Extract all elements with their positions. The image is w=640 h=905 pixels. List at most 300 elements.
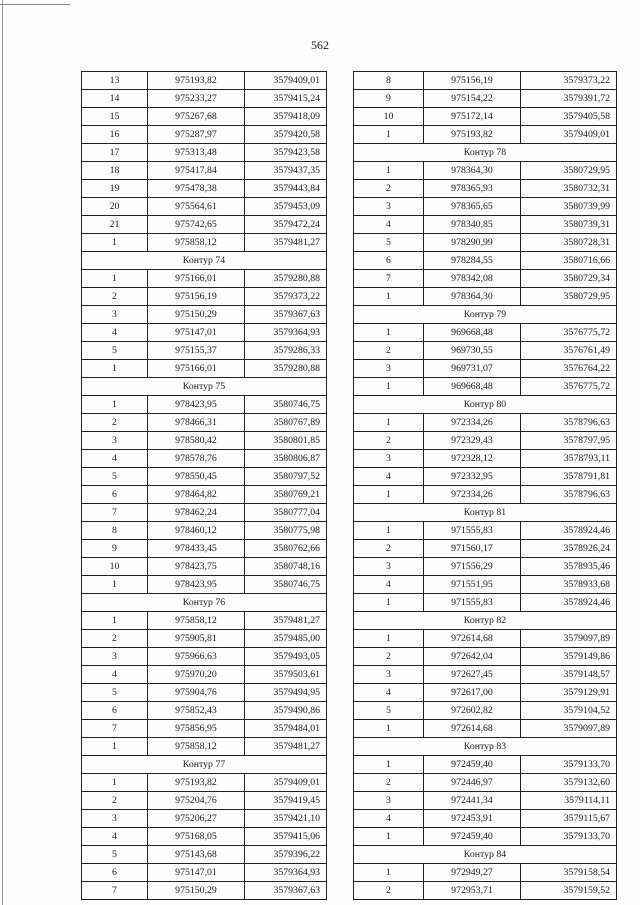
point-number: 7 xyxy=(82,882,148,900)
coordinates-table-left xyxy=(81,71,327,900)
y-coordinate: 3579132,60 xyxy=(521,774,617,792)
contour-header-row xyxy=(82,756,327,774)
y-coordinate: 3579409,01 xyxy=(245,774,327,792)
table-row xyxy=(354,180,617,198)
point-number: 3 xyxy=(354,666,424,684)
point-number: 4 xyxy=(82,666,148,684)
table-row xyxy=(354,342,617,360)
x-coordinate: 972332,95 xyxy=(424,468,521,486)
table-row xyxy=(354,810,617,828)
table-row xyxy=(354,522,617,540)
x-coordinate: 975970,20 xyxy=(148,666,245,684)
point-number: 2 xyxy=(354,882,424,900)
table-row xyxy=(82,414,327,432)
y-coordinate: 3579493,05 xyxy=(245,648,327,666)
table-row xyxy=(354,828,617,846)
table-row xyxy=(354,450,617,468)
table-row xyxy=(82,324,327,342)
contour-header-row xyxy=(82,594,327,612)
contour-header-row xyxy=(354,846,617,864)
x-coordinate: 972642,04 xyxy=(424,648,521,666)
table-row xyxy=(82,882,327,900)
x-coordinate: 971556,29 xyxy=(424,558,521,576)
x-coordinate: 975156,19 xyxy=(148,288,245,306)
y-coordinate: 3578933,68 xyxy=(521,576,617,594)
page-number: 562 xyxy=(311,38,329,52)
table-row xyxy=(82,162,327,180)
point-number: 16 xyxy=(82,126,148,144)
x-coordinate: 969668,48 xyxy=(424,378,521,396)
table-row xyxy=(82,846,327,864)
table-row xyxy=(354,630,617,648)
table-row xyxy=(354,774,617,792)
y-coordinate: 3578935,46 xyxy=(521,558,617,576)
x-coordinate: 978460,12 xyxy=(148,522,245,540)
table-row xyxy=(82,126,327,144)
table-row xyxy=(354,108,617,126)
table-row xyxy=(354,378,617,396)
table-row xyxy=(354,162,617,180)
point-number: 1 xyxy=(354,756,424,774)
x-coordinate: 972949,27 xyxy=(424,864,521,882)
y-coordinate: 3580739,99 xyxy=(521,198,617,216)
table-row xyxy=(82,774,327,792)
table-row xyxy=(82,738,327,756)
point-number: 6 xyxy=(354,252,424,270)
table-row xyxy=(82,270,327,288)
table-row xyxy=(354,72,617,90)
x-coordinate: 978290,99 xyxy=(424,234,521,252)
x-coordinate: 975204,76 xyxy=(148,792,245,810)
point-number: 2 xyxy=(82,792,148,810)
x-coordinate: 975166,01 xyxy=(148,270,245,288)
point-number: 7 xyxy=(354,270,424,288)
x-coordinate: 975147,01 xyxy=(148,324,245,342)
point-number: 10 xyxy=(354,108,424,126)
y-coordinate: 3579364,93 xyxy=(245,324,327,342)
x-coordinate: 975206,27 xyxy=(148,810,245,828)
point-number: 5 xyxy=(82,468,148,486)
y-coordinate: 3576775,72 xyxy=(521,378,617,396)
y-coordinate: 3580729,95 xyxy=(521,288,617,306)
y-coordinate: 3579485,00 xyxy=(245,630,327,648)
x-coordinate: 971551,95 xyxy=(424,576,521,594)
y-coordinate: 3580716,66 xyxy=(521,252,617,270)
y-coordinate: 3579114,11 xyxy=(521,792,617,810)
contour-header-row xyxy=(354,306,617,324)
x-coordinate: 975858,12 xyxy=(148,234,245,252)
x-coordinate: 972328,12 xyxy=(424,450,521,468)
table-row xyxy=(354,594,617,612)
x-coordinate: 975858,12 xyxy=(148,738,245,756)
point-number: 2 xyxy=(82,288,148,306)
table-row xyxy=(354,234,617,252)
y-coordinate: 3579409,01 xyxy=(521,126,617,144)
x-coordinate: 972446,97 xyxy=(424,774,521,792)
point-number: 9 xyxy=(354,90,424,108)
table-row xyxy=(354,702,617,720)
x-coordinate: 972614,68 xyxy=(424,630,521,648)
y-coordinate: 3578791,81 xyxy=(521,468,617,486)
point-number: 3 xyxy=(354,450,424,468)
table-row xyxy=(82,468,327,486)
x-coordinate: 975150,29 xyxy=(148,882,245,900)
x-coordinate: 978365,93 xyxy=(424,180,521,198)
y-coordinate: 3579405,58 xyxy=(521,108,617,126)
y-coordinate: 3579415,24 xyxy=(245,90,327,108)
point-number: 1 xyxy=(354,828,424,846)
x-coordinate: 978364,30 xyxy=(424,162,521,180)
table-row xyxy=(354,126,617,144)
table-row xyxy=(82,720,327,738)
x-coordinate: 978466,31 xyxy=(148,414,245,432)
x-coordinate: 978423,95 xyxy=(148,396,245,414)
y-coordinate: 3579097,89 xyxy=(521,720,617,738)
x-coordinate: 978550,45 xyxy=(148,468,245,486)
table-row xyxy=(82,558,327,576)
y-coordinate: 3579453,09 xyxy=(245,198,327,216)
y-coordinate: 3579364,93 xyxy=(245,864,327,882)
x-coordinate: 972953,71 xyxy=(424,882,521,900)
table-row xyxy=(82,630,327,648)
table-row xyxy=(82,216,327,234)
page-edge-line xyxy=(2,0,3,905)
y-coordinate: 3579148,57 xyxy=(521,666,617,684)
x-coordinate: 975287,97 xyxy=(148,126,245,144)
y-coordinate: 3579149,86 xyxy=(521,648,617,666)
point-number: 2 xyxy=(82,630,148,648)
table-row xyxy=(82,666,327,684)
contour-title: Контур 82 xyxy=(354,612,617,630)
point-number: 7 xyxy=(82,504,148,522)
point-number: 1 xyxy=(354,594,424,612)
x-coordinate: 978433,45 xyxy=(148,540,245,558)
point-number: 5 xyxy=(354,702,424,720)
x-coordinate: 978464,82 xyxy=(148,486,245,504)
y-coordinate: 3579373,22 xyxy=(521,72,617,90)
x-coordinate: 972614,68 xyxy=(424,720,521,738)
point-number: 2 xyxy=(354,540,424,558)
contour-title: Контур 74 xyxy=(82,252,327,270)
point-number: 4 xyxy=(354,810,424,828)
table-row xyxy=(354,720,617,738)
y-coordinate: 3578796,63 xyxy=(521,414,617,432)
y-coordinate: 3580777,04 xyxy=(245,504,327,522)
contour-header-row xyxy=(354,612,617,630)
point-number: 4 xyxy=(82,828,148,846)
table-row xyxy=(82,612,327,630)
y-coordinate: 3580767,89 xyxy=(245,414,327,432)
y-coordinate: 3579396,22 xyxy=(245,846,327,864)
table-row xyxy=(82,198,327,216)
y-coordinate: 3580806,87 xyxy=(245,450,327,468)
table-row xyxy=(354,270,617,288)
y-coordinate: 3576761,49 xyxy=(521,342,617,360)
y-coordinate: 3579481,27 xyxy=(245,612,327,630)
table-row xyxy=(354,216,617,234)
x-coordinate: 975155,37 xyxy=(148,342,245,360)
table-row xyxy=(82,486,327,504)
y-coordinate: 3579421,10 xyxy=(245,810,327,828)
contour-header-row xyxy=(354,738,617,756)
x-coordinate: 978423,95 xyxy=(148,576,245,594)
point-number: 1 xyxy=(82,234,148,252)
point-number: 1 xyxy=(354,162,424,180)
contour-title: Контур 76 xyxy=(82,594,327,612)
x-coordinate: 972334,26 xyxy=(424,414,521,432)
y-coordinate: 3580769,21 xyxy=(245,486,327,504)
point-number: 21 xyxy=(82,216,148,234)
table-row xyxy=(354,288,617,306)
x-coordinate: 971560,17 xyxy=(424,540,521,558)
table-row xyxy=(82,576,327,594)
point-number: 4 xyxy=(354,468,424,486)
x-coordinate: 975168,05 xyxy=(148,828,245,846)
point-number: 4 xyxy=(354,576,424,594)
point-number: 1 xyxy=(354,630,424,648)
table-row xyxy=(82,90,327,108)
x-coordinate: 978423,75 xyxy=(148,558,245,576)
x-coordinate: 978340,85 xyxy=(424,216,521,234)
table-row xyxy=(82,396,327,414)
point-number: 3 xyxy=(354,558,424,576)
x-coordinate: 978365,65 xyxy=(424,198,521,216)
y-coordinate: 3580775,98 xyxy=(245,522,327,540)
x-coordinate: 975856,95 xyxy=(148,720,245,738)
point-number: 10 xyxy=(82,558,148,576)
table-row xyxy=(82,108,327,126)
y-coordinate: 3579115,67 xyxy=(521,810,617,828)
y-coordinate: 3579437,35 xyxy=(245,162,327,180)
point-number: 14 xyxy=(82,90,148,108)
y-coordinate: 3580746,75 xyxy=(245,576,327,594)
point-number: 2 xyxy=(354,342,424,360)
x-coordinate: 975172,14 xyxy=(424,108,521,126)
y-coordinate: 3578924,46 xyxy=(521,522,617,540)
y-coordinate: 3579490,86 xyxy=(245,702,327,720)
contour-header-row xyxy=(82,252,327,270)
x-coordinate: 975742,65 xyxy=(148,216,245,234)
y-coordinate: 3579484,01 xyxy=(245,720,327,738)
point-number: 1 xyxy=(354,486,424,504)
table-row xyxy=(354,414,617,432)
x-coordinate: 971555,83 xyxy=(424,594,521,612)
y-coordinate: 3579423,58 xyxy=(245,144,327,162)
table-row xyxy=(82,828,327,846)
point-number: 3 xyxy=(82,810,148,828)
x-coordinate: 975193,82 xyxy=(148,774,245,792)
x-coordinate: 975858,12 xyxy=(148,612,245,630)
contour-header-row xyxy=(354,504,617,522)
table-row xyxy=(354,558,617,576)
table-row xyxy=(82,684,327,702)
point-number: 1 xyxy=(354,324,424,342)
point-number: 17 xyxy=(82,144,148,162)
table-row xyxy=(354,90,617,108)
x-coordinate: 972459,40 xyxy=(424,828,521,846)
table-row xyxy=(354,666,617,684)
table-row xyxy=(354,432,617,450)
table-row xyxy=(82,72,327,90)
y-coordinate: 3579481,27 xyxy=(245,234,327,252)
y-coordinate: 3579280,88 xyxy=(245,360,327,378)
x-coordinate: 972453,91 xyxy=(424,810,521,828)
y-coordinate: 3579419,45 xyxy=(245,792,327,810)
x-coordinate: 975905,81 xyxy=(148,630,245,648)
table-row xyxy=(354,540,617,558)
point-number: 20 xyxy=(82,198,148,216)
point-number: 2 xyxy=(82,414,148,432)
x-coordinate: 971555,83 xyxy=(424,522,521,540)
x-coordinate: 978342,08 xyxy=(424,270,521,288)
point-number: 6 xyxy=(82,702,148,720)
point-number: 19 xyxy=(82,180,148,198)
y-coordinate: 3580748,16 xyxy=(245,558,327,576)
table-row xyxy=(82,540,327,558)
point-number: 3 xyxy=(82,306,148,324)
x-coordinate: 978580,42 xyxy=(148,432,245,450)
point-number: 2 xyxy=(354,774,424,792)
contour-title: Контур 79 xyxy=(354,306,617,324)
y-coordinate: 3576764,22 xyxy=(521,360,617,378)
x-coordinate: 975147,01 xyxy=(148,864,245,882)
point-number: 5 xyxy=(354,234,424,252)
point-number: 5 xyxy=(82,342,148,360)
x-coordinate: 975478,38 xyxy=(148,180,245,198)
y-coordinate: 3580739,31 xyxy=(521,216,617,234)
point-number: 1 xyxy=(354,864,424,882)
x-coordinate: 975564,61 xyxy=(148,198,245,216)
point-number: 6 xyxy=(82,864,148,882)
point-number: 1 xyxy=(82,774,148,792)
point-number: 1 xyxy=(354,378,424,396)
x-coordinate: 978284,55 xyxy=(424,252,521,270)
y-coordinate: 3580728,31 xyxy=(521,234,617,252)
point-number: 9 xyxy=(82,540,148,558)
table-row xyxy=(82,450,327,468)
x-coordinate: 972329,43 xyxy=(424,432,521,450)
x-coordinate: 969668,48 xyxy=(424,324,521,342)
table-row xyxy=(82,792,327,810)
x-coordinate: 975193,82 xyxy=(424,126,521,144)
point-number: 2 xyxy=(354,432,424,450)
x-coordinate: 978364,30 xyxy=(424,288,521,306)
table-row xyxy=(82,522,327,540)
y-coordinate: 3580801,85 xyxy=(245,432,327,450)
point-number: 1 xyxy=(354,720,424,738)
y-coordinate: 3579481,27 xyxy=(245,738,327,756)
y-coordinate: 3579494,95 xyxy=(245,684,327,702)
x-coordinate: 972441,34 xyxy=(424,792,521,810)
point-number: 15 xyxy=(82,108,148,126)
point-number: 18 xyxy=(82,162,148,180)
y-coordinate: 3579367,63 xyxy=(245,882,327,900)
point-number: 6 xyxy=(82,486,148,504)
point-number: 8 xyxy=(354,72,424,90)
table-row xyxy=(354,468,617,486)
table-row xyxy=(354,252,617,270)
y-coordinate: 3576775,72 xyxy=(521,324,617,342)
point-number: 1 xyxy=(82,612,148,630)
y-coordinate: 3579415,06 xyxy=(245,828,327,846)
point-number: 3 xyxy=(82,648,148,666)
contour-title: Контур 84 xyxy=(354,846,617,864)
x-coordinate: 975143,68 xyxy=(148,846,245,864)
contour-title: Контур 78 xyxy=(354,144,617,162)
y-coordinate: 3579133,70 xyxy=(521,828,617,846)
point-number: 1 xyxy=(354,126,424,144)
point-number: 8 xyxy=(82,522,148,540)
table-row xyxy=(354,360,617,378)
point-number: 4 xyxy=(354,684,424,702)
point-number: 1 xyxy=(82,396,148,414)
x-coordinate: 972627,45 xyxy=(424,666,521,684)
table-row xyxy=(82,432,327,450)
contour-title: Контур 83 xyxy=(354,738,617,756)
x-coordinate: 975154,22 xyxy=(424,90,521,108)
x-coordinate: 975233,27 xyxy=(148,90,245,108)
x-coordinate: 972602,82 xyxy=(424,702,521,720)
y-coordinate: 3580732,31 xyxy=(521,180,617,198)
y-coordinate: 3580729,95 xyxy=(521,162,617,180)
y-coordinate: 3579373,22 xyxy=(245,288,327,306)
contour-header-row xyxy=(82,378,327,396)
y-coordinate: 3580762,66 xyxy=(245,540,327,558)
y-coordinate: 3579391,72 xyxy=(521,90,617,108)
table-row xyxy=(82,180,327,198)
y-coordinate: 3579104,52 xyxy=(521,702,617,720)
point-number: 5 xyxy=(82,684,148,702)
y-coordinate: 3579472,24 xyxy=(245,216,327,234)
y-coordinate: 3578924,46 xyxy=(521,594,617,612)
point-number: 1 xyxy=(354,288,424,306)
x-coordinate: 969731,07 xyxy=(424,360,521,378)
y-coordinate: 3579418,09 xyxy=(245,108,327,126)
y-coordinate: 3579133,70 xyxy=(521,756,617,774)
y-coordinate: 3579409,01 xyxy=(245,72,327,90)
table-row xyxy=(354,756,617,774)
x-coordinate: 972617,00 xyxy=(424,684,521,702)
y-coordinate: 3578797,95 xyxy=(521,432,617,450)
contour-title: Контур 77 xyxy=(82,756,327,774)
table-row xyxy=(82,702,327,720)
y-coordinate: 3578793,11 xyxy=(521,450,617,468)
x-coordinate: 975150,29 xyxy=(148,306,245,324)
table-row xyxy=(82,306,327,324)
contour-title: Контур 80 xyxy=(354,396,617,414)
y-coordinate: 3579503,61 xyxy=(245,666,327,684)
y-coordinate: 3579280,88 xyxy=(245,270,327,288)
x-coordinate: 969730,55 xyxy=(424,342,521,360)
coordinates-table-right xyxy=(353,71,617,900)
point-number: 3 xyxy=(82,432,148,450)
point-number: 4 xyxy=(82,450,148,468)
x-coordinate: 975193,82 xyxy=(148,72,245,90)
contour-title: Контур 75 xyxy=(82,378,327,396)
x-coordinate: 972459,40 xyxy=(424,756,521,774)
point-number: 2 xyxy=(354,648,424,666)
y-coordinate: 3579129,91 xyxy=(521,684,617,702)
table-row xyxy=(354,576,617,594)
point-number: 1 xyxy=(82,360,148,378)
table-row xyxy=(82,234,327,252)
point-number: 1 xyxy=(82,576,148,594)
y-coordinate: 3579443,84 xyxy=(245,180,327,198)
table-row xyxy=(354,684,617,702)
point-number: 1 xyxy=(82,738,148,756)
table-row xyxy=(354,648,617,666)
x-coordinate: 978578,76 xyxy=(148,450,245,468)
